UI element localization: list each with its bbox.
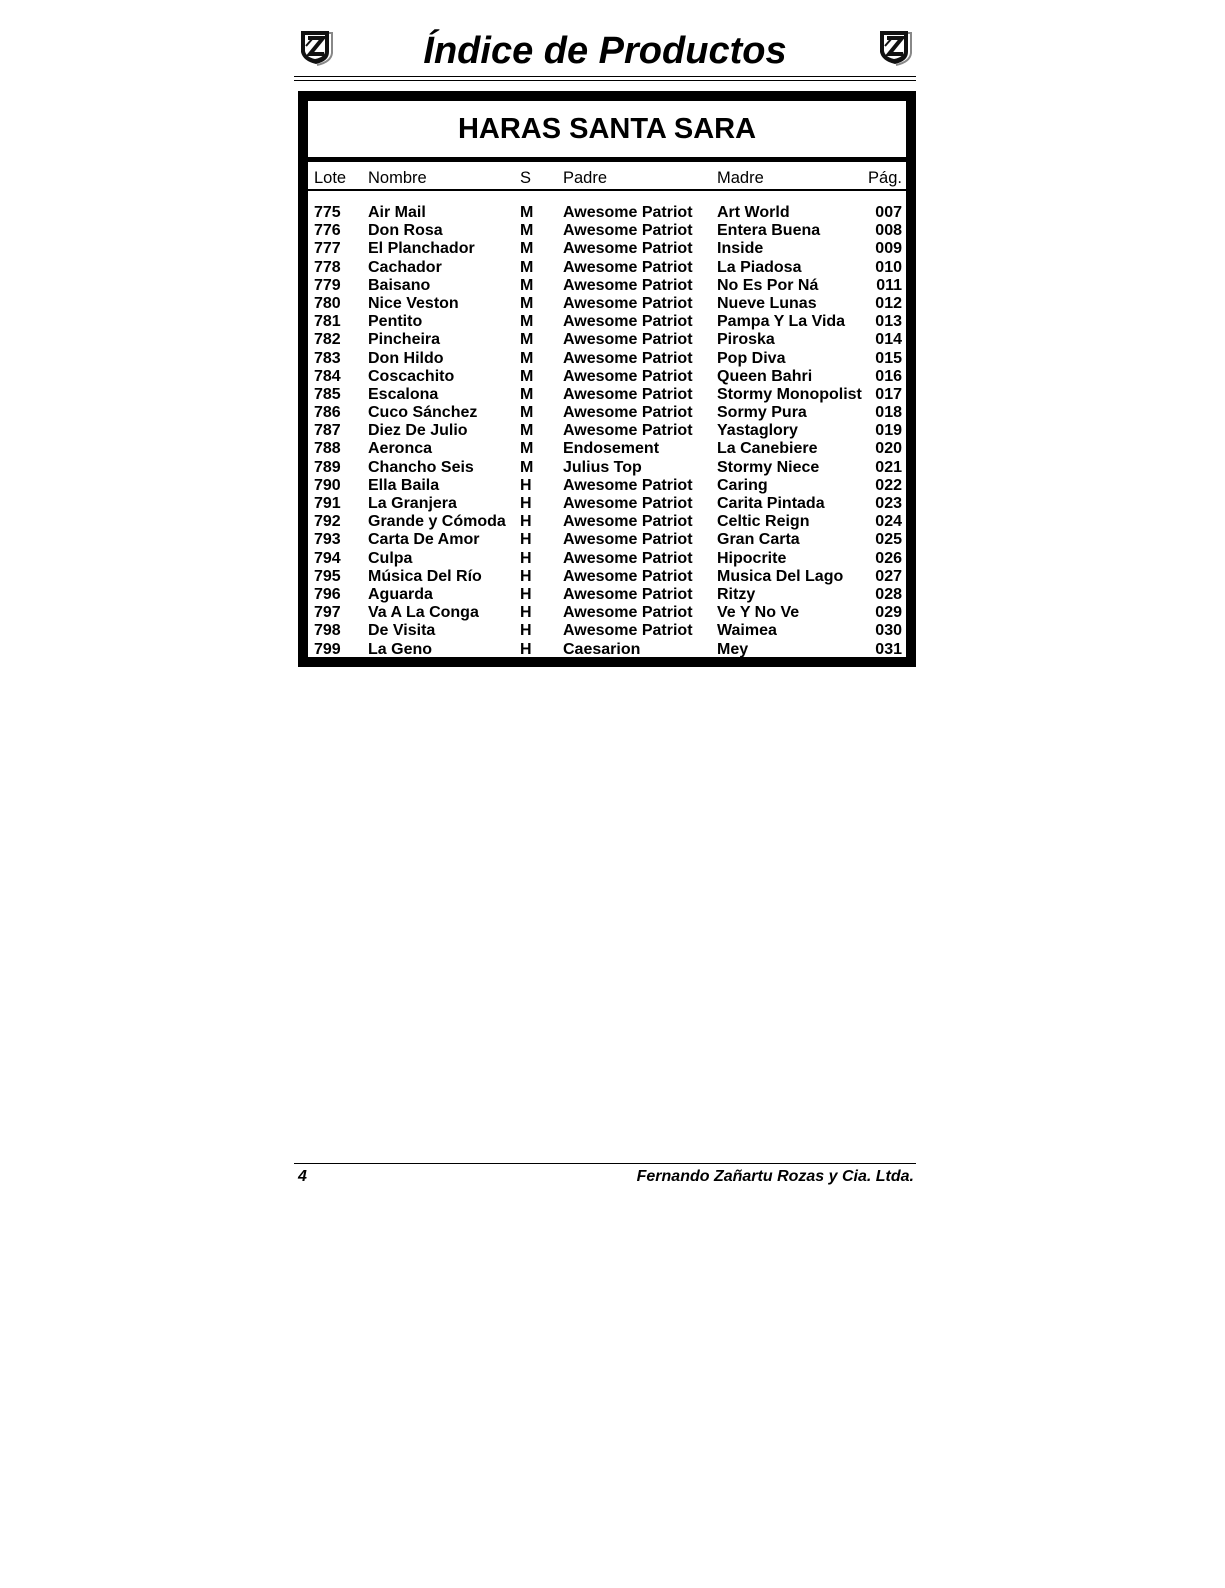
page-number: 4 — [298, 1168, 307, 1185]
cell-pag: 012 — [875, 294, 902, 312]
cell-pag: 021 — [875, 458, 902, 476]
cell-pag: 029 — [875, 604, 902, 622]
cell-pag: 024 — [875, 513, 902, 531]
column-header-nombre: Nombre — [368, 169, 427, 187]
cell-madre: Pampa Y La Vida — [717, 313, 846, 331]
cell-sexo: M — [520, 204, 534, 221]
table-row — [308, 295, 906, 313]
cell-nombre: Aeronca — [368, 440, 433, 458]
cell-padre: Awesome Patriot — [563, 240, 693, 258]
cell-pag: 023 — [875, 495, 902, 512]
footer-divider — [294, 1163, 916, 1164]
cell-nombre: Don Hildo — [368, 349, 444, 367]
cell-padre: Awesome Patriot — [563, 476, 693, 494]
cell-lote: 795 — [314, 567, 341, 585]
cell-madre: Entera Buena — [717, 222, 821, 240]
product-index-body — [308, 101, 906, 657]
cell-padre: Awesome Patriot — [563, 313, 693, 331]
cell-padre: Endosement — [563, 440, 660, 458]
cell-lote: 782 — [314, 331, 341, 349]
table-row — [308, 550, 906, 568]
table-row — [308, 331, 906, 349]
table-row — [308, 277, 906, 295]
cell-pag: 010 — [875, 258, 902, 276]
table-row — [308, 477, 906, 495]
product-index-frame — [298, 91, 916, 667]
table-row — [308, 586, 906, 604]
cell-padre: Awesome Patriot — [563, 604, 693, 622]
cell-pag: 017 — [875, 385, 902, 403]
cell-pag: 018 — [875, 404, 902, 422]
table-row — [308, 422, 906, 440]
cell-lote: 779 — [314, 276, 341, 294]
cell-nombre: Culpa — [368, 549, 413, 567]
cell-padre: Awesome Patriot — [563, 513, 693, 531]
table-row — [308, 641, 906, 659]
table-row — [308, 459, 906, 477]
cell-padre: Awesome Patriot — [563, 385, 693, 403]
cell-padre: Awesome Patriot — [563, 622, 693, 640]
cell-sexo: M — [520, 367, 534, 385]
table-row — [308, 222, 906, 240]
cell-madre: Musica Del Lago — [717, 567, 844, 585]
cell-nombre: Pentito — [368, 313, 423, 331]
cell-lote: 786 — [314, 404, 341, 422]
cell-sexo: M — [520, 458, 534, 476]
cell-pag: 013 — [875, 313, 902, 331]
cell-padre: Awesome Patriot — [563, 349, 693, 367]
cell-lote: 783 — [314, 349, 341, 367]
cell-padre: Awesome Patriot — [563, 531, 693, 549]
cell-lote: 791 — [314, 495, 341, 512]
cell-pag: 020 — [875, 440, 902, 458]
cell-nombre: Diez De Julio — [368, 422, 468, 440]
cell-padre: Awesome Patriot — [563, 331, 693, 349]
cell-pag: 025 — [875, 531, 902, 549]
cell-padre: Julius Top — [563, 458, 642, 476]
table-header-row — [308, 167, 906, 191]
cell-madre: La Piadosa — [717, 258, 802, 276]
cell-madre: No Es Por Ná — [717, 276, 819, 294]
cell-pag: 014 — [875, 331, 902, 349]
cell-madre: Nueve Lunas — [717, 294, 817, 312]
cell-lote: 799 — [314, 640, 341, 658]
cell-sexo: H — [520, 476, 532, 494]
cell-sexo: H — [520, 513, 532, 531]
cell-sexo: H — [520, 567, 532, 585]
table-row — [308, 568, 906, 586]
table-row — [308, 513, 906, 531]
table-row — [308, 531, 906, 549]
cell-madre: Ritzy — [717, 585, 756, 603]
table-row — [308, 622, 906, 640]
cell-nombre: El Planchador — [368, 240, 475, 258]
table-row — [308, 313, 906, 331]
cell-padre: Awesome Patriot — [563, 294, 693, 312]
cell-sexo: M — [520, 404, 534, 422]
cell-sexo: H — [520, 622, 532, 640]
cell-nombre: Va A La Conga — [368, 604, 479, 622]
cell-pag: 009 — [875, 240, 902, 258]
cell-madre: Stormy Niece — [717, 458, 820, 476]
cell-nombre: Grande y Cómoda — [368, 513, 506, 531]
column-header-sexo: S — [520, 169, 532, 187]
cell-sexo: H — [520, 531, 532, 549]
cell-padre: Awesome Patriot — [563, 495, 693, 512]
cell-sexo: M — [520, 331, 534, 349]
table-row — [308, 350, 906, 368]
cell-nombre: De Visita — [368, 622, 436, 640]
cell-pag: 026 — [875, 549, 902, 567]
cell-madre: Art World — [717, 204, 790, 221]
cell-sexo: M — [520, 222, 534, 240]
cell-pag: 028 — [875, 585, 902, 603]
column-header-padre: Padre — [563, 169, 608, 187]
cell-padre: Awesome Patriot — [563, 549, 693, 567]
cell-madre: Queen Bahri — [717, 367, 813, 385]
cell-madre: Waimea — [717, 622, 777, 640]
cell-sexo: M — [520, 385, 534, 403]
cell-sexo: M — [520, 422, 534, 440]
cell-nombre: Baisano — [368, 276, 431, 294]
table-body — [308, 204, 906, 659]
table-row — [308, 604, 906, 622]
cell-pag: 008 — [875, 222, 902, 240]
fzr-shield-logo-icon — [877, 28, 913, 66]
cell-sexo: M — [520, 294, 534, 312]
cell-madre: Gran Carta — [717, 531, 800, 549]
cell-madre: La Canebiere — [717, 440, 818, 458]
cell-nombre: Don Rosa — [368, 222, 443, 240]
cell-lote: 776 — [314, 222, 341, 240]
cell-pag: 019 — [875, 422, 902, 440]
cell-sexo: M — [520, 258, 534, 276]
cell-madre: Pop Diva — [717, 349, 786, 367]
cell-nombre: Chancho Seis — [368, 458, 474, 476]
cell-pag: 015 — [875, 349, 902, 367]
cell-sexo: H — [520, 495, 532, 512]
cell-madre: Sormy Pura — [717, 404, 807, 422]
cell-nombre: La Geno — [368, 640, 433, 658]
cell-sexo: M — [520, 240, 534, 258]
cell-madre: Mey — [717, 640, 749, 658]
cell-lote: 792 — [314, 513, 341, 531]
column-header-lote: Lote — [314, 169, 347, 187]
table-row — [308, 204, 906, 222]
company-name: Fernando Zañartu Rozas y Cia. Ltda. — [636, 1168, 914, 1185]
cell-lote: 797 — [314, 604, 341, 622]
cell-sexo: M — [520, 440, 534, 458]
cell-lote: 796 — [314, 585, 341, 603]
cell-lote: 785 — [314, 385, 341, 403]
cell-madre: Celtic Reign — [717, 513, 810, 531]
page-title: Índice de Productos — [423, 30, 787, 72]
cell-sexo: H — [520, 640, 532, 658]
column-header-pag: Pág. — [868, 169, 902, 187]
cell-sexo: H — [520, 604, 532, 622]
cell-lote: 789 — [314, 458, 341, 476]
cell-lote: 788 — [314, 440, 341, 458]
cell-madre: Ve Y No Ve — [717, 604, 800, 622]
cell-nombre: Cachador — [368, 258, 442, 276]
cell-lote: 780 — [314, 294, 341, 312]
cell-padre: Caesarion — [563, 640, 641, 658]
cell-nombre: Nice Veston — [368, 294, 459, 312]
cell-lote: 777 — [314, 240, 341, 258]
cell-padre: Awesome Patriot — [563, 404, 693, 422]
cell-nombre: Aguarda — [368, 585, 433, 603]
cell-pag: 007 — [875, 204, 902, 221]
table-row — [308, 495, 906, 513]
cell-sexo: M — [520, 313, 534, 331]
breeder-name: HARAS SANTA SARA — [308, 101, 906, 162]
header-divider-thin — [294, 80, 916, 81]
cell-nombre: Coscachito — [368, 367, 455, 385]
cell-padre: Awesome Patriot — [563, 367, 693, 385]
cell-madre: Piroska — [717, 331, 775, 349]
cell-padre: Awesome Patriot — [563, 222, 693, 240]
cell-padre: Awesome Patriot — [563, 276, 693, 294]
cell-madre: Yastaglory — [717, 422, 798, 440]
cell-padre: Awesome Patriot — [563, 422, 693, 440]
table-row — [308, 440, 906, 458]
table-row — [308, 240, 906, 258]
cell-sexo: M — [520, 276, 534, 294]
cell-lote: 778 — [314, 258, 341, 276]
cell-nombre: Cuco Sánchez — [368, 404, 478, 422]
table-row — [308, 259, 906, 277]
cell-pag: 027 — [875, 567, 902, 585]
cell-lote: 787 — [314, 422, 341, 440]
table-row — [308, 404, 906, 422]
cell-lote: 798 — [314, 622, 341, 640]
cell-nombre: Carta De Amor — [368, 531, 480, 549]
cell-pag: 016 — [875, 367, 902, 385]
cell-lote: 793 — [314, 531, 341, 549]
cell-pag: 030 — [875, 622, 902, 640]
table-row — [308, 386, 906, 404]
cell-madre: Inside — [717, 240, 764, 258]
table-row — [308, 368, 906, 386]
cell-sexo: H — [520, 585, 532, 603]
cell-nombre: La Granjera — [368, 495, 457, 512]
cell-sexo: M — [520, 349, 534, 367]
cell-pag: 011 — [876, 276, 902, 294]
cell-padre: Awesome Patriot — [563, 567, 693, 585]
cell-nombre: Air Mail — [368, 204, 426, 221]
cell-madre: Stormy Monopolist — [717, 385, 862, 403]
cell-sexo: H — [520, 549, 532, 567]
cell-nombre: Escalona — [368, 385, 439, 403]
cell-padre: Awesome Patriot — [563, 204, 693, 221]
cell-padre: Awesome Patriot — [563, 585, 693, 603]
cell-madre: Hipocrite — [717, 549, 787, 567]
cell-lote: 775 — [314, 204, 341, 221]
cell-nombre: Ella Baila — [368, 476, 440, 494]
cell-nombre: Pincheira — [368, 331, 441, 349]
cell-padre: Awesome Patriot — [563, 258, 693, 276]
cell-lote: 784 — [314, 367, 341, 385]
cell-lote: 794 — [314, 549, 341, 567]
cell-madre: Caring — [717, 476, 768, 494]
cell-lote: 781 — [314, 313, 341, 331]
header-divider — [294, 76, 916, 77]
cell-lote: 790 — [314, 476, 341, 494]
cell-pag: 022 — [875, 476, 902, 494]
column-header-madre: Madre — [717, 169, 764, 187]
cell-nombre: Música Del Río — [368, 567, 482, 585]
cell-madre: Carita Pintada — [717, 495, 825, 512]
cell-pag: 031 — [875, 640, 902, 658]
